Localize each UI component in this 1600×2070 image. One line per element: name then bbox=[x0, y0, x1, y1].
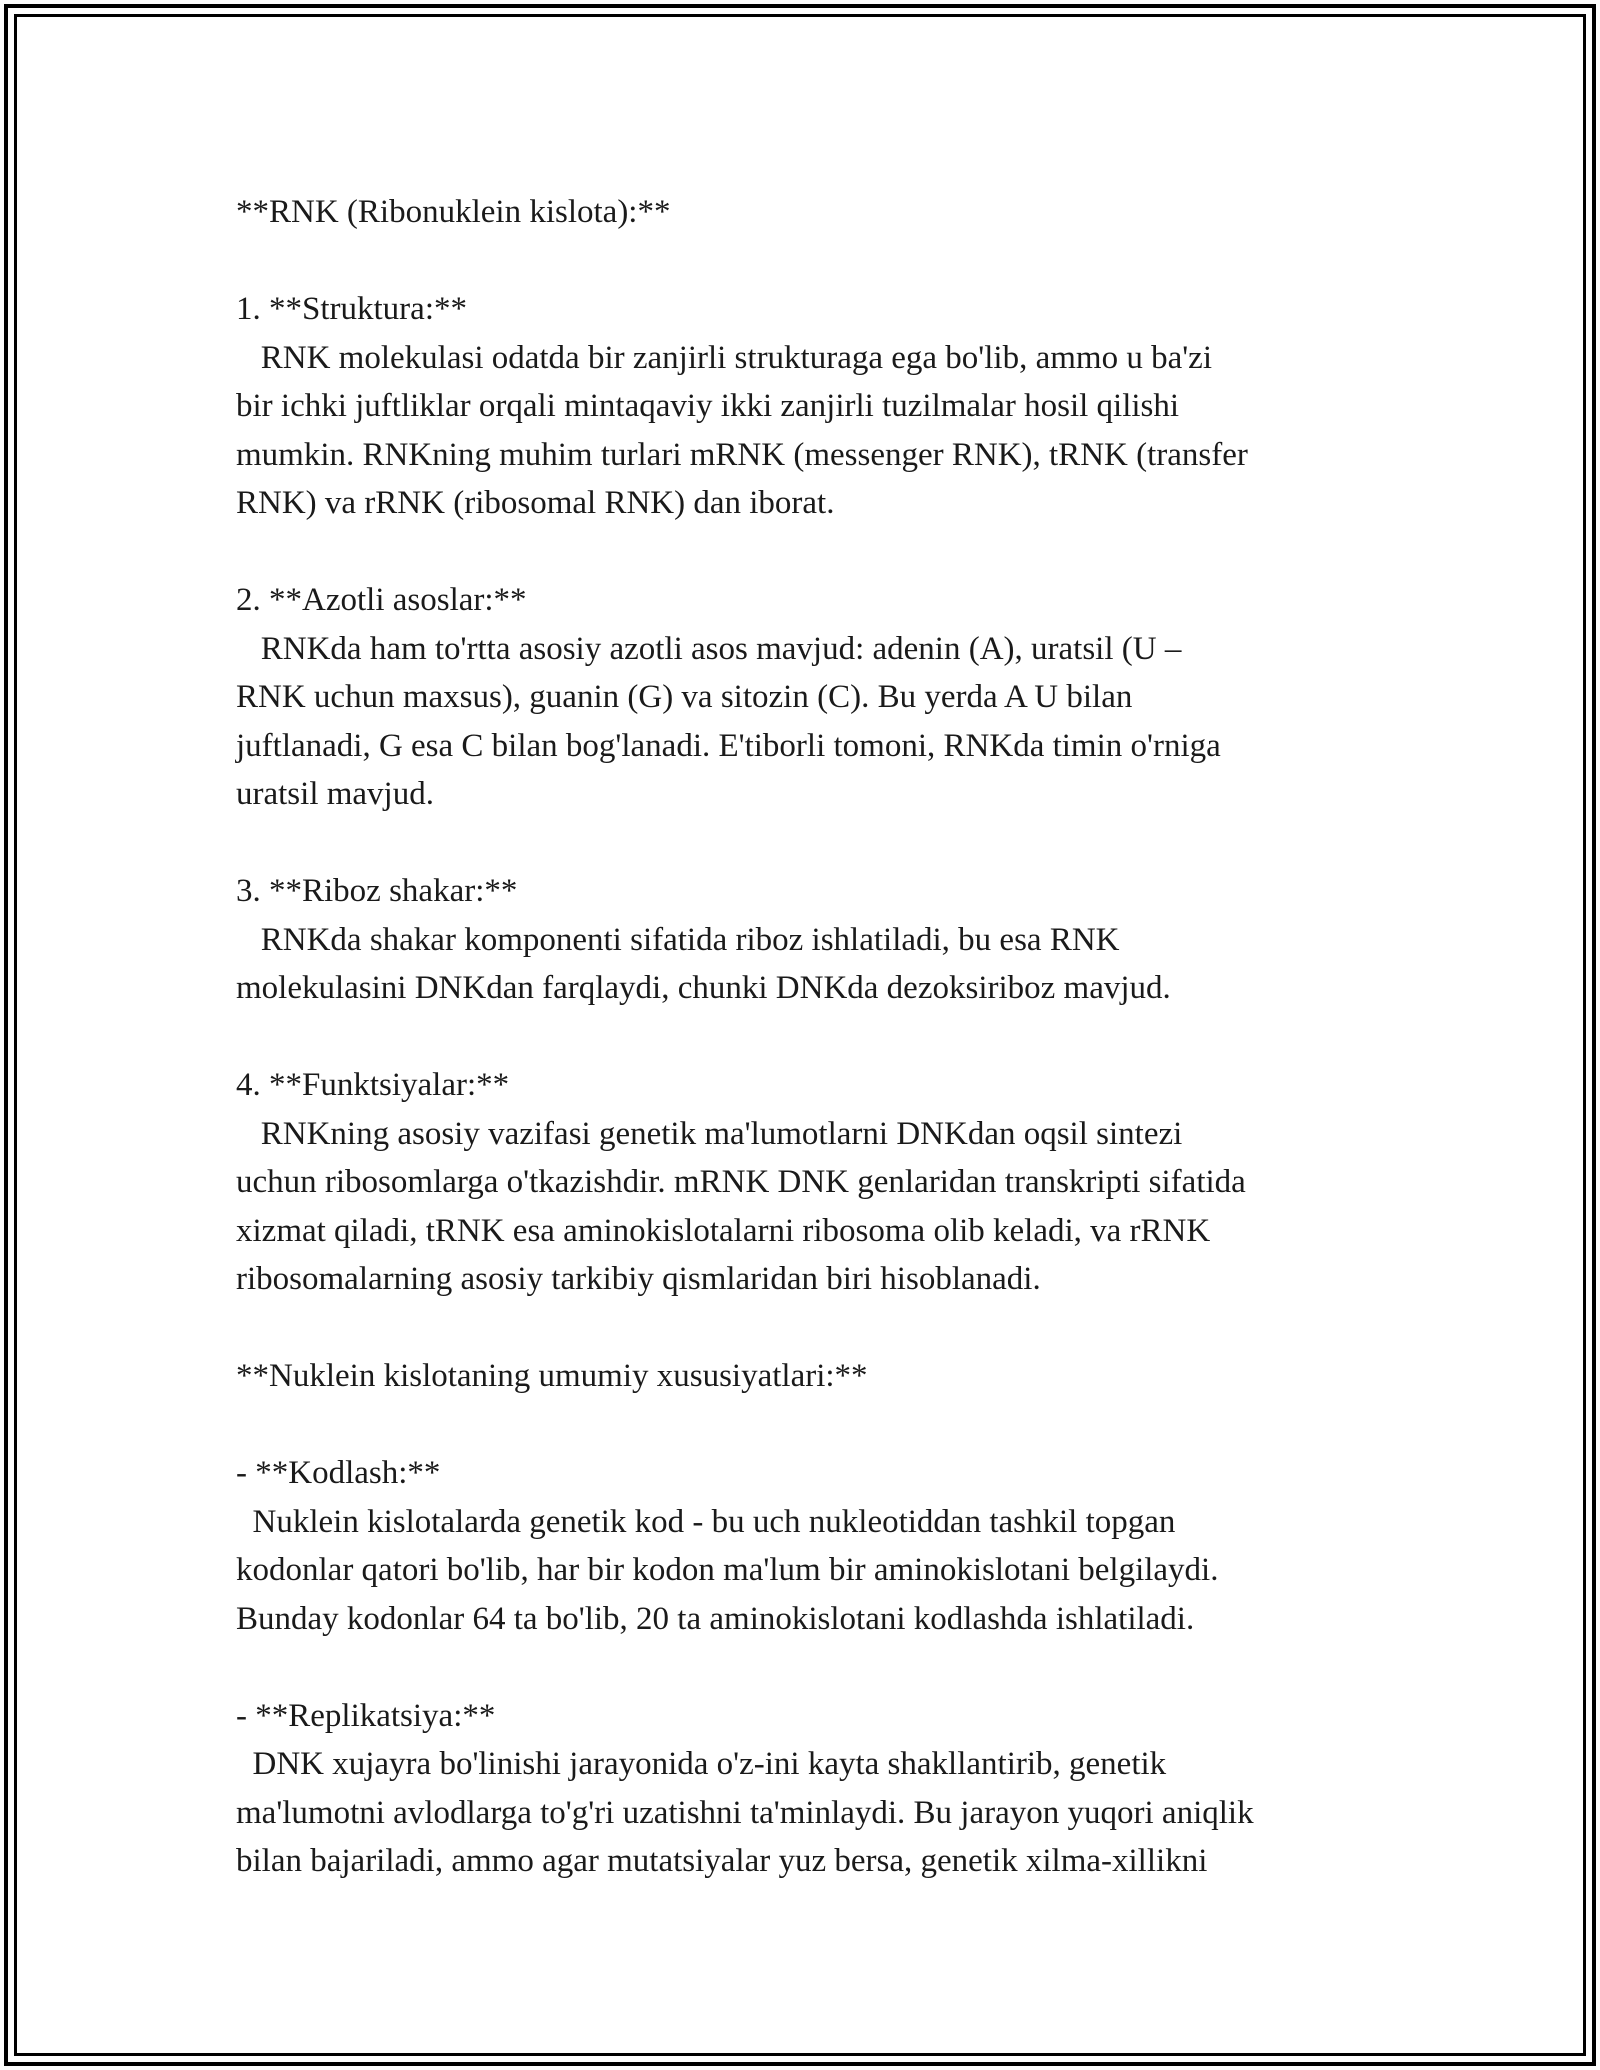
document-body bbox=[236, 188, 1396, 1886]
paragraph-line: ribosomalarning asosiy tarkibiy qismlaridan biri hisoblanadi. bbox=[236, 1261, 1041, 1297]
paragraph-line: RNK) va rRNK (ribosomal RNK) dan iborat. bbox=[236, 485, 835, 521]
blank-line bbox=[236, 1643, 1396, 1692]
paragraph-line: uchun ribosomlarga o'tkazishdir. mRNK DNK genlaridan transkripti sifatida bbox=[236, 1164, 1246, 1200]
paragraph-line: Bunday kodonlar 64 ta bo'lib, 20 ta aminokislotani kodlashda ishlatiladi. bbox=[236, 1600, 1195, 1637]
blank-line bbox=[236, 819, 1396, 868]
item-heading-funktsiyalar: 4. **Funktsiyalar:** bbox=[236, 1067, 510, 1103]
blank-line bbox=[236, 528, 1396, 577]
item-heading-kodlash: - **Kodlash:** bbox=[236, 1455, 441, 1491]
paragraph-line: DNK xujayra bo'linishi jarayonida o'z-ini kayta shakllantirib, genetik bbox=[236, 1746, 1167, 1782]
paragraph-line: RNK molekulasi odatda bir zanjirli strukturaga ega bo'lib, ammo u ba'zi bbox=[236, 339, 1212, 376]
blank-line bbox=[236, 237, 1396, 286]
paragraph-line: juftlanadi, G esa C bilan bog'lanadi. E'tiborli tomoni, RNKda timin o'rniga bbox=[236, 727, 1221, 764]
paragraph-line: RNKning asosiy vazifasi genetik ma'lumotlarni DNKdan oqsil sintezi bbox=[236, 1115, 1183, 1152]
section-title-nuklein: **Nuklein kislotaning umumiy xususiyatlari:** bbox=[236, 1358, 868, 1394]
blank-line bbox=[236, 1304, 1396, 1353]
paragraph-line: xizmat qiladi, tRNK esa aminokislotalarni ribosoma olib keladi, va rRNK bbox=[236, 1212, 1211, 1249]
blank-line bbox=[236, 1013, 1396, 1062]
paragraph-line: molekulasini DNKdan farqlaydi, chunki DNKda dezoksiriboz mavjud. bbox=[236, 970, 1171, 1006]
paragraph-line: mumkin. RNKning muhim turlari mRNK (messenger RNK), tRNK (transfer bbox=[236, 436, 1248, 473]
paragraph-line: ma'lumotni avlodlarga to'g'ri uzatishni ta'minlaydi. Bu jarayon yuqori aniqlik bbox=[236, 1794, 1254, 1831]
item-heading-riboz-shakar: 3. **Riboz shakar:** bbox=[236, 873, 518, 909]
paragraph-line: RNK uchun maxsus), guanin (G) va sitozin (C). Bu yerda A U bilan bbox=[236, 679, 1133, 715]
item-heading-azotli-asoslar: 2. **Azotli asoslar:** bbox=[236, 582, 527, 618]
paragraph-line: Nuklein kislotalarda genetik kod - bu uch nukleotiddan tashkil topgan bbox=[236, 1503, 1176, 1540]
item-heading-replikatsiya: - **Replikatsiya:** bbox=[236, 1697, 496, 1734]
section-title-rnk: **RNK (Ribonuklein kislota):** bbox=[236, 194, 671, 230]
paragraph-line: RNKda ham to'rtta asosiy azotli asos mavjud: adenin (A), uratsil (U – bbox=[236, 630, 1182, 667]
paragraph-line: RNKda shakar komponenti sifatida riboz ishlatiladi, bu esa RNK bbox=[236, 921, 1120, 958]
item-heading-struktura: 1. **Struktura:** bbox=[236, 291, 467, 327]
paragraph-line: kodonlar qatori bo'lib, har bir kodon ma'lum bir aminokislotani belgilaydi. bbox=[236, 1552, 1219, 1588]
paragraph-line: uratsil mavjud. bbox=[236, 776, 434, 812]
blank-line bbox=[236, 1401, 1396, 1450]
paragraph-line: bilan bajariladi, ammo agar mutatsiyalar yuz bersa, genetik xilma-xillikni bbox=[236, 1843, 1208, 1879]
paragraph-line: bir ichki juftliklar orqali mintaqaviy ikki zanjirli tuzilmalar hosil qilishi bbox=[236, 388, 1180, 424]
